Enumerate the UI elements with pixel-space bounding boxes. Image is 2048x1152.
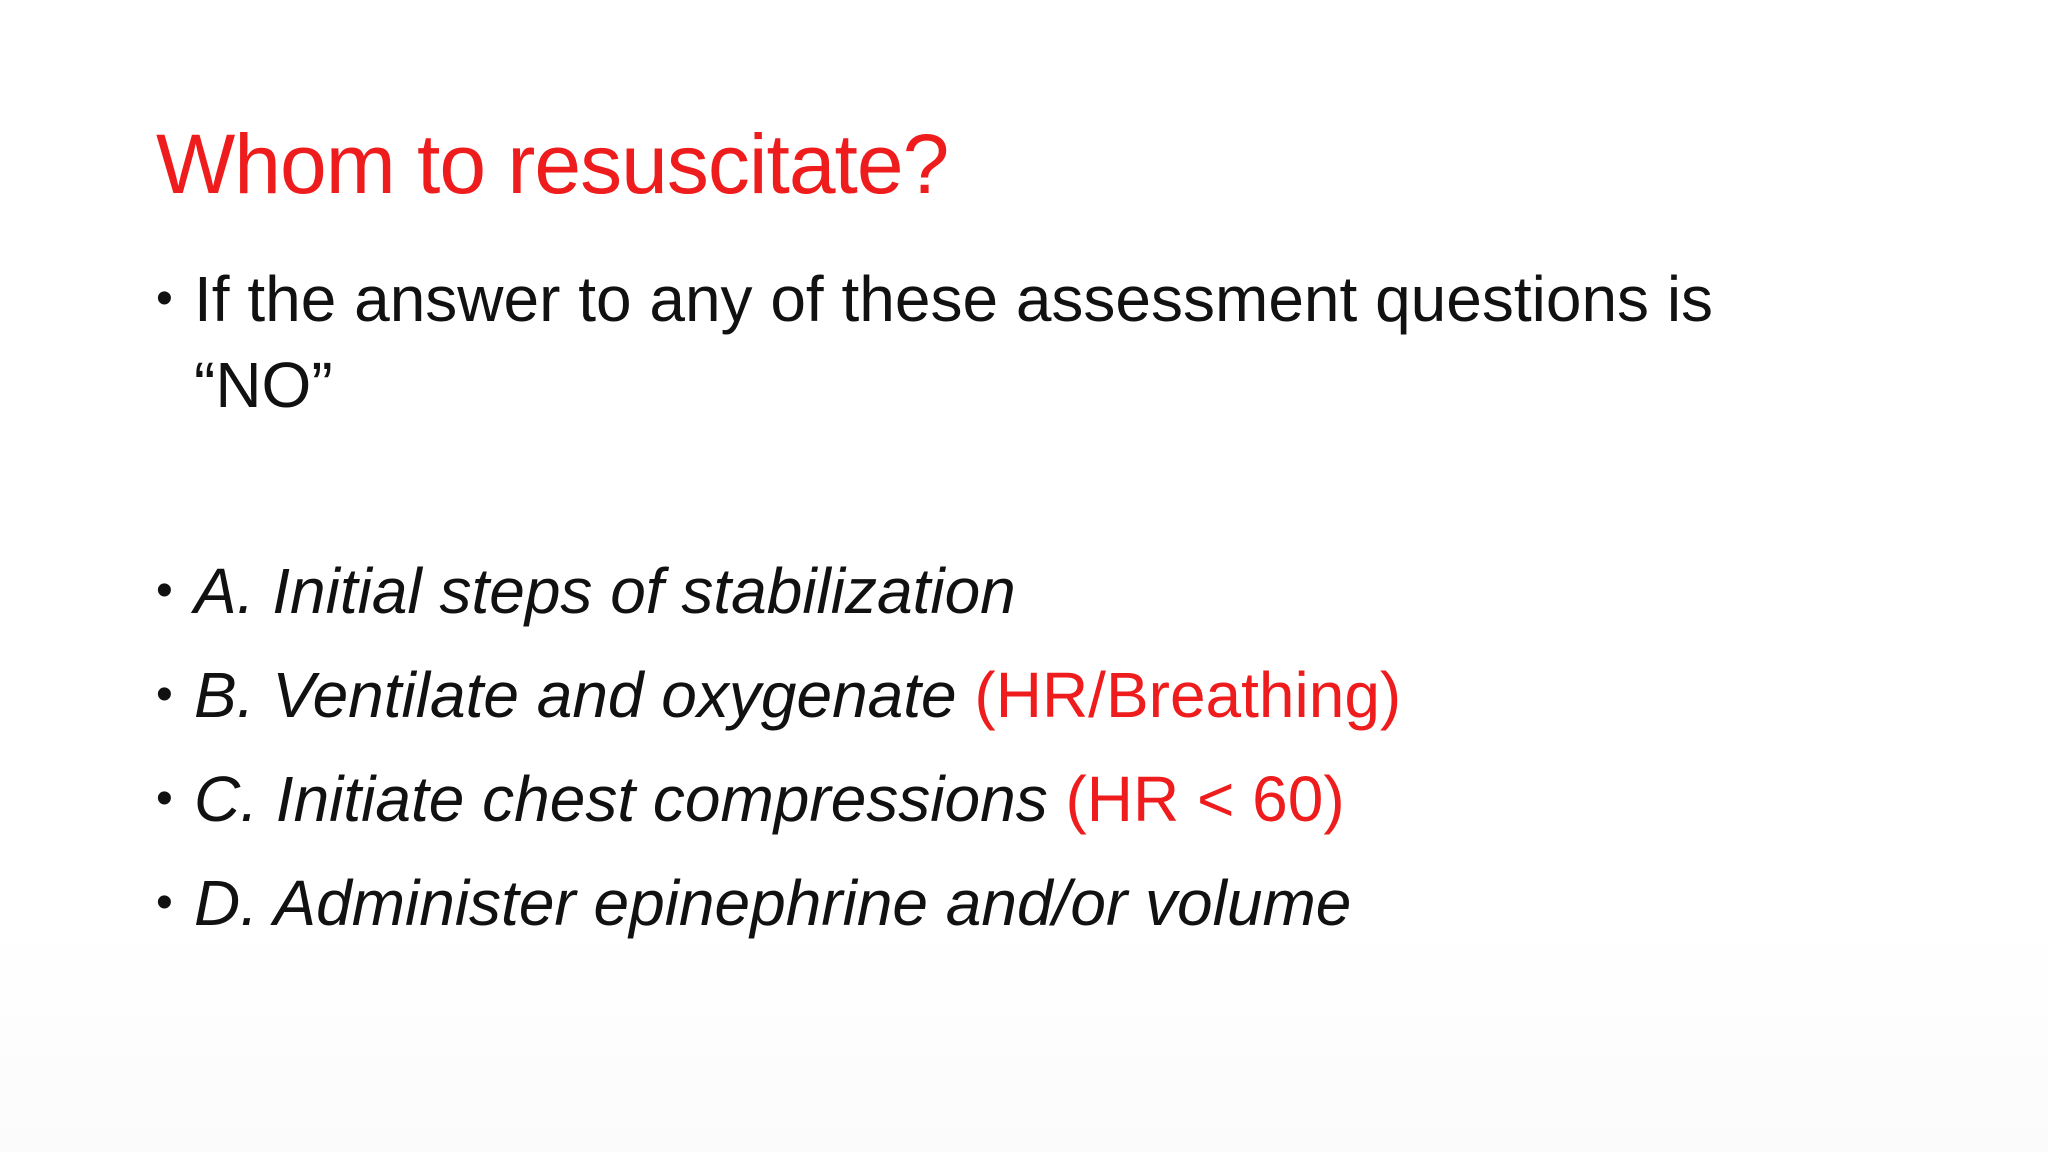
- bullet-dot: •: [156, 564, 173, 617]
- step-a-text: A. Initial steps of stabilization: [194, 555, 1016, 627]
- bullet-intro: [156, 256, 1996, 428]
- bullet-step-a: [156, 548, 1996, 634]
- bullet-intro-text: [194, 256, 1996, 428]
- bullet-intro-line-1: If the answer to any of these assessment questions is: [194, 263, 1714, 335]
- bullet-step-c: [156, 756, 1996, 842]
- bullet-dot: •: [156, 772, 173, 825]
- step-b-note: (HR/Breathing): [974, 659, 1402, 731]
- slide-title: Whom to resuscitate?: [156, 117, 949, 211]
- step-c-text: C. Initiate chest compressions: [194, 763, 1048, 835]
- bullet-dot: •: [156, 876, 173, 929]
- bullet-step-d: [156, 860, 1996, 946]
- step-b-line: [194, 652, 1996, 738]
- step-c-line: [194, 756, 1996, 842]
- step-b-text: B. Ventilate and oxygenate: [194, 659, 957, 731]
- step-c-note: (HR < 60): [1065, 763, 1345, 835]
- bullet-dot: •: [156, 272, 173, 325]
- bullet-dot: •: [156, 668, 173, 721]
- bullet-intro-line-2: “NO”: [194, 349, 333, 421]
- bullet-step-b: [156, 652, 1996, 738]
- step-d-text: D. Administer epinephrine and/or volume: [194, 867, 1352, 939]
